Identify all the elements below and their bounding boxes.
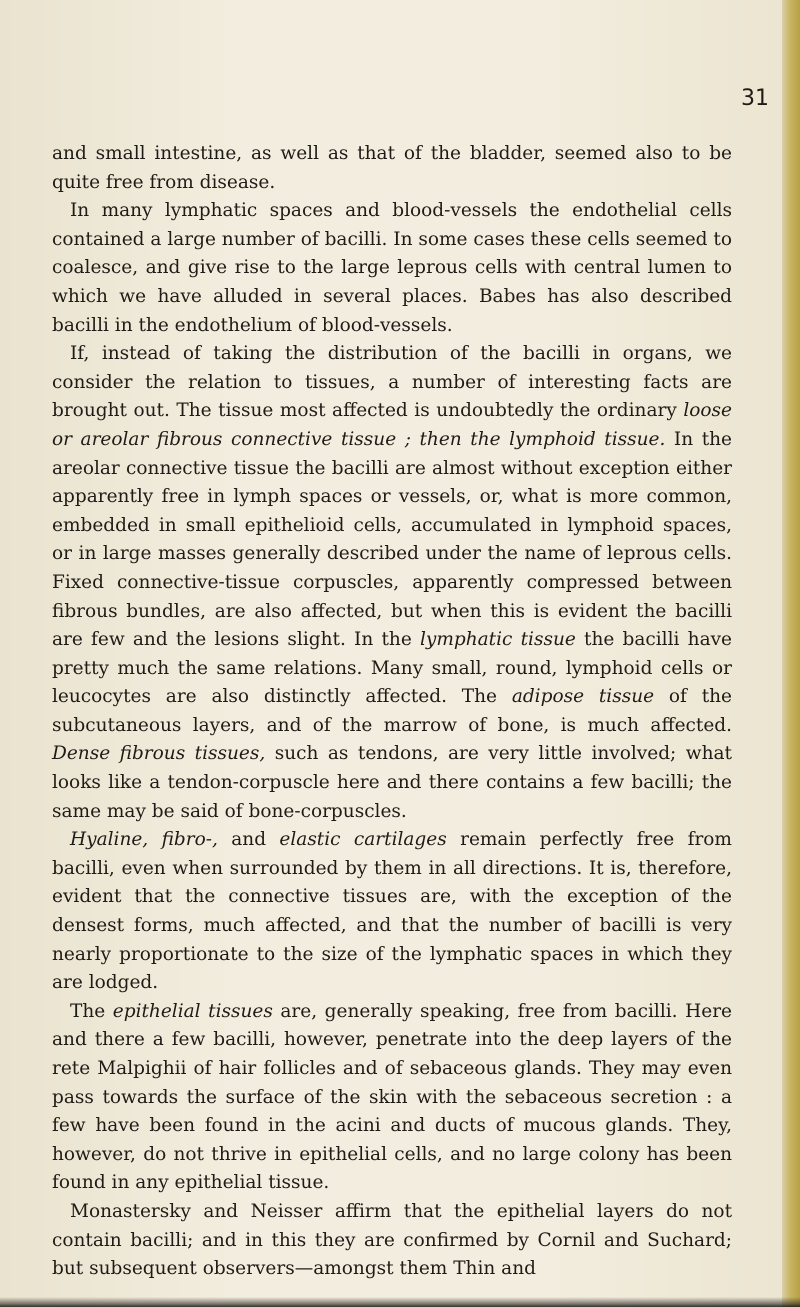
body-text [52, 140, 732, 1284]
italic-run: Hyaline, fibro-, [70, 829, 218, 851]
bottom-edge-shadow [0, 1297, 800, 1307]
text-run: of the subcutaneous layers, and of the marrow of bone, is much affected. [52, 686, 733, 736]
italic-run: epithelial tissues [112, 1000, 273, 1022]
text-run: If, instead of taking the distribution of the bacilli in organs, we consider the relation to tissues, a number of interesting facts are brought out. The tissue most affected is undoubtedly the ordinary [52, 343, 732, 422]
page-edge-binding [782, 0, 800, 1307]
paragraph-1 [52, 140, 732, 197]
paragraph-5 [52, 998, 732, 1198]
paragraph-4 [52, 826, 732, 998]
text-run: The [70, 1000, 113, 1022]
text-run: In many lymphatic spaces and blood-vessels the endothelial cells contained a large number of bacilli. In some cases these cells seemed to coalesce, and give rise to the large leprous cells with central lumen to which we have alluded in several places. Babes has also described bacilli in the endothelium of blood-vessels. [52, 200, 732, 336]
text-run: In the areolar connective tissue the bacilli are almost without exception either apparently free in lymph spaces or vessels, or, what is more common, embedded in small epithelioid cells, accumulated in lymphoid spaces, or in large masses generally described under the name of leprous cells. Fixed connective-tissue corpuscles, apparently compressed between fibrous bundles, are also affected, but when this is evident the bacilli are few and the lesions slight. In the [52, 428, 733, 651]
paragraph-6 [52, 1198, 732, 1284]
text-run: Monastersky and Neisser affirm that the epithelial layers do not contain bacilli; and in this they are confirmed by Cornil and Suchard; but subsequent observers—amongst them Thin and [52, 1200, 732, 1280]
text-run: remain perfectly free from bacilli, even when surrounded by them in all directions. It is, therefore, evident that the connective tissues are, with the exception of the densest forms, much affected, and that the number of bacilli is very nearly proportionate to the size of the lymphatic spaces in which they are lodged. [52, 829, 732, 994]
italic-run: Dense fibrous tissues, [52, 743, 266, 765]
italic-run: adipose tissue [511, 686, 655, 708]
text-run: the bacilli have pretty much the same relations. Many small, round, lymphoid cells or leucocytes are also distinctly affected. The [52, 629, 732, 708]
italic-run: elastic cartilages [279, 829, 447, 851]
text-run: and [217, 829, 280, 851]
italic-run: lymphatic tissue [419, 629, 576, 651]
paragraph-3 [52, 340, 732, 826]
text-run: and small intestine, as well as that of the bladder, seemed also to be quite free from disease. [52, 143, 732, 193]
page-number: 31 [741, 86, 769, 111]
text-run: are, generally speaking, free from bacilli. Here and there a few bacilli, however, penetrate into the deep layers of the rete Malpighii of hair follicles and of sebaceous glands. They may even pass towards the surface of the skin with the sebaceous secretion : a few have been found in the acini and ducts of mucous glands. They, however, do not thrive in epithelial cells, and no large colony has been found in any epithelial tissue. [52, 1000, 732, 1194]
paragraph-2 [52, 197, 732, 340]
italic-run: loose or areolar fibrous connective tissue ; then the lymphoid tissue. [52, 400, 732, 450]
text-run: such as tendons, are very little involved; what looks like a tendon-corpuscle here and there contains a few bacilli; the same may be said of bone-corpuscles. [52, 743, 732, 822]
